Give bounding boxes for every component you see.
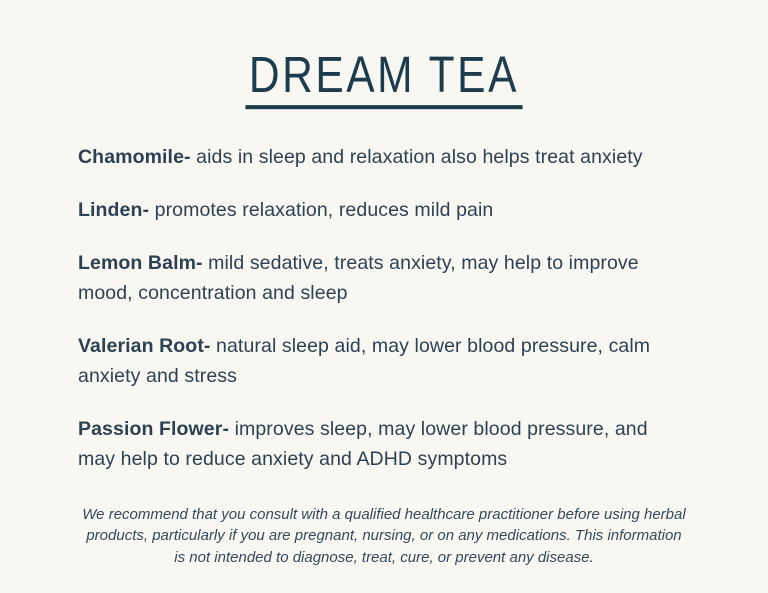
disclaimer-text: We recommend that you consult with a qualified healthcare practitioner before using herbal products, particularly if you are pregnant, nursing, or on any medications. This information is not intended to diagnose, treat, cure, or prevent any disease. — [82, 505, 686, 566]
ingredient-name: Lemon Balm- — [78, 251, 203, 274]
page-title: DREAM TEA — [246, 48, 523, 109]
ingredient-item — [78, 195, 690, 225]
ingredient-description: promotes relaxation, reduces mild pain — [154, 198, 494, 221]
ingredient-item — [78, 414, 690, 474]
ingredient-name: Valerian Root- — [78, 334, 211, 357]
ingredient-description: improves sleep, may lower blood pressure, and may help to reduce anxiety and ADHD symptoms — [78, 417, 648, 470]
ingredient-item — [78, 331, 690, 391]
title-section — [78, 0, 690, 108]
ingredient-description: mild sedative, treats anxiety, may help to improve mood, concentration and sleep — [78, 251, 639, 304]
ingredient-name: Linden- — [78, 198, 150, 221]
ingredient-name: Chamomile- — [78, 145, 191, 168]
ingredient-description: natural sleep aid, may lower blood pressure, calm anxiety and stress — [78, 334, 651, 387]
ingredient-description: aids in sleep and relaxation also helps treat anxiety — [196, 145, 643, 168]
ingredient-item — [78, 142, 690, 172]
ingredient-item — [78, 248, 690, 308]
ingredient-list — [78, 142, 690, 474]
ingredient-name: Passion Flower- — [78, 417, 230, 440]
